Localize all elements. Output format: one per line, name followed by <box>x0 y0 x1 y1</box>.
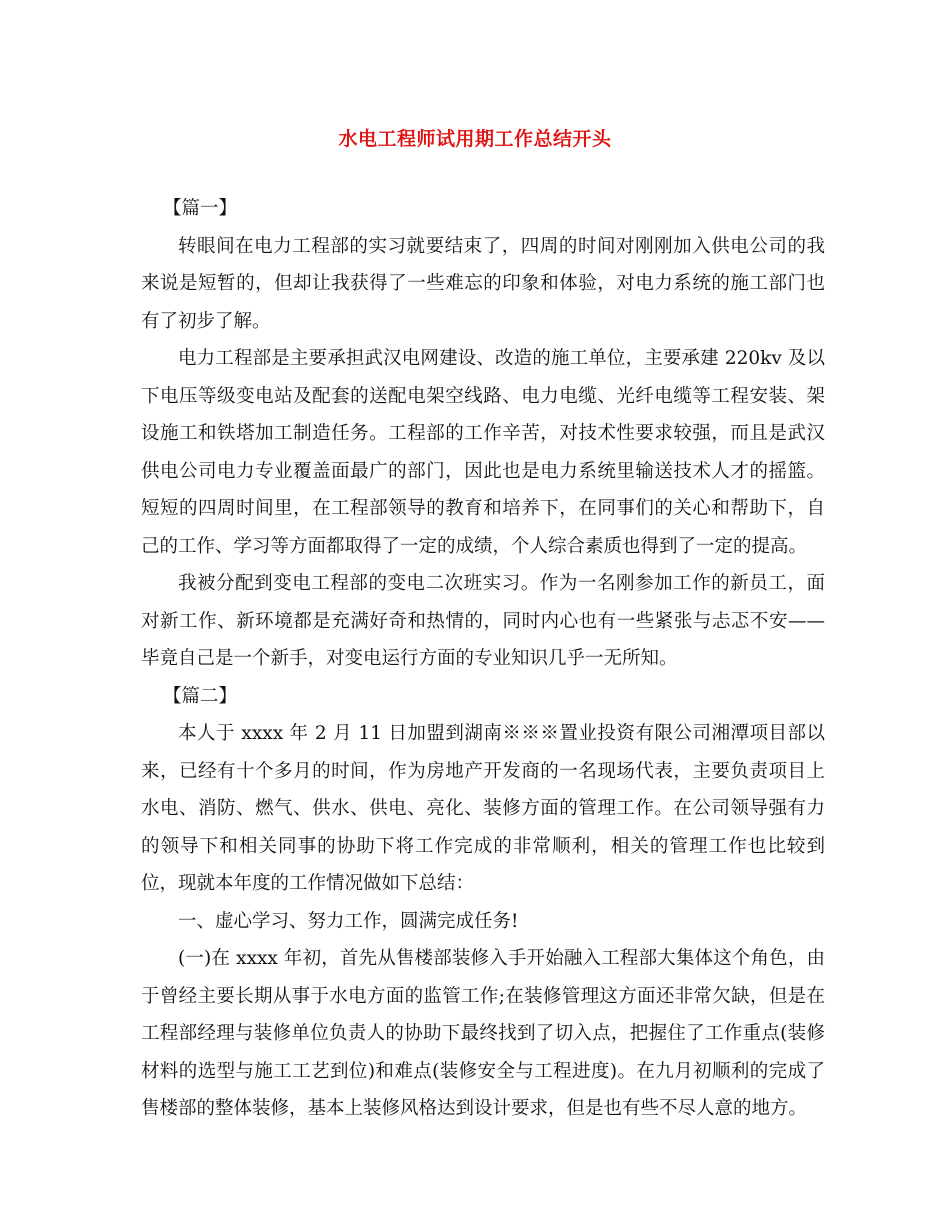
paragraph: 一、虚心学习、努力工作，圆满完成任务! <box>178 910 519 932</box>
paragraph: 转眼间在电力工程部的实习就要结束了，四周的时间对刚刚加入供电公司的我来说是短暂的，但却让我获得了一些难忘的印象和体验，对电力系统的施工部门也有了初步了解。 <box>141 235 825 332</box>
paragraph: 电力工程部是主要承担武汉电网建设、改造的施工单位，主要承建 220kv 及以下电压等级变电站及配套的送配电架空线路、电力电缆、光纤电缆等工程安装、架设施工和铁塔加工制造任务。工程部的工作辛苦，对技术性要求较强，而且是武汉供电公司电力专业覆盖面最广的部门，因此也是电力系统里输送技术人才的摇篮。短短的四周时间里，在工程部领导的教育和培养下，在同事们的关心和帮助下，自己的工作、学习等方面都取得了一定的成绩，个人综合素质也得到了一定的提高。 <box>141 348 825 557</box>
document-title: 水电工程师试用期工作总结开头 <box>338 128 612 150</box>
section-heading: 【篇一】 <box>163 198 238 219</box>
paragraph: (一)在 xxxx 年初，首先从售楼部装修入手开始融入工程部大集体这个角色，由于曾经主要长期从事于水电方面的监管工作;在装修管理这方面还非常欠缺，但是在工程部经理与装修单位负责人的协助下最终找到了切入点，把握住了工作重点(装修材料的选型与施工工艺到位)和难点(装修安全与工程进度)。在九月初顺利的完成了售楼部的整体装修，基本上装修风格达到设计要求，但是也有些不尽人意的地方。 <box>141 948 825 1119</box>
paragraph: 本人于 xxxx 年 2 月 11 日加盟到湖南※※※置业投资有限公司湘潭项目部以来，已经有十个多月的时间，作为房地产开发商的一名现场代表，主要负责项目上水电、消防、燃气、供水、供电、亮化、装修方面的管理工作。在公司领导强有力的领导下和相关同事的协助下将工作完成的非常顺利，相关的管理工作也比较到位，现就本年度的工作情况做如下总结： <box>141 723 825 894</box>
paragraph: 我被分配到变电工程部的变电二次班实习。作为一名刚参加工作的新员工，面对新工作、新环境都是充满好奇和热情的，同时内心也有一些紧张与忐忑不安——毕竟自己是一个新手，对变电运行方面的专业知识几乎一无所知。 <box>141 573 825 669</box>
section-heading: 【篇二】 <box>163 685 238 707</box>
document-body <box>141 190 825 1128</box>
